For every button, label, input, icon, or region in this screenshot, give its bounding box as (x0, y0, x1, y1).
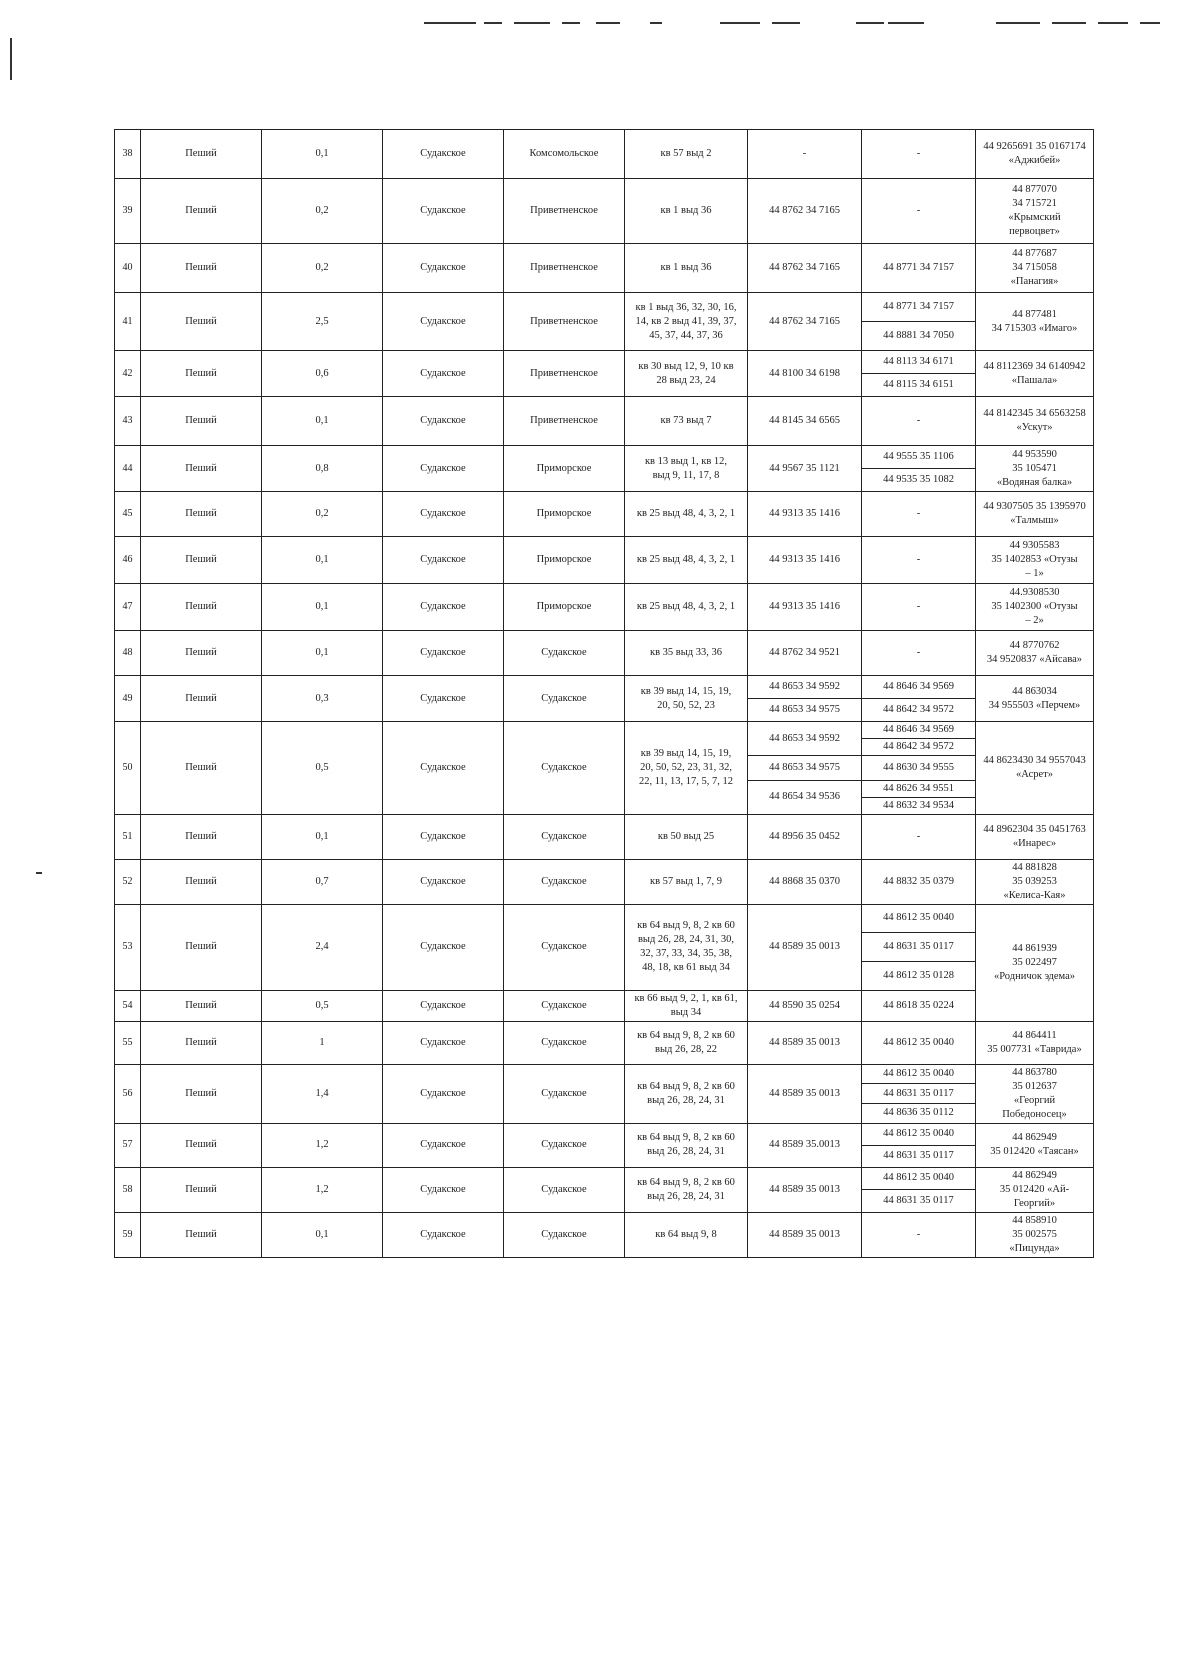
table-row (115, 492, 1094, 537)
object-coordinates: 44 8623430 34 9557043 «Асрет» (976, 722, 1094, 815)
object-coordinates: 44 8770762 34 9520837 «Айсава» (976, 631, 1094, 676)
route-type: Пеший (141, 351, 262, 397)
object-coordinates: 44 877070 34 715721 «Крымский первоцвет» (976, 179, 1094, 244)
end-coordinates: 44 8642 34 9572 (862, 739, 976, 756)
settlement-forestry: Приветненское (504, 244, 625, 293)
end-coordinates: 44 8771 34 7157 (862, 244, 976, 293)
settlement-forestry: Судакское (504, 859, 625, 904)
start-coordinates: 44 8100 34 6198 (748, 351, 862, 397)
route-length: 0,1 (262, 130, 383, 179)
route-length: 0,2 (262, 244, 383, 293)
table-row (115, 990, 1094, 1021)
settlement-forestry: Приветненское (504, 179, 625, 244)
object-coordinates: 44.9308530 35 1402300 «Отузы – 2» (976, 584, 1094, 631)
settlement-forestry: Судакское (504, 1064, 625, 1123)
object-coordinates: 44 9307505 35 1395970 «Талмыш» (976, 492, 1094, 537)
table-row (115, 1212, 1094, 1257)
scan-dash (1098, 22, 1128, 24)
quarter-allotment: кв 66 выд 9, 2, 1, кв 61, выд 34 (625, 990, 748, 1021)
scan-dash (484, 22, 502, 24)
forestry-district: Судакское (383, 537, 504, 584)
route-type: Пеший (141, 537, 262, 584)
quarter-allotment: кв 1 выд 36 (625, 179, 748, 244)
end-coordinates: - (862, 537, 976, 584)
start-coordinates: 44 9313 35 1416 (748, 584, 862, 631)
object-coordinates: 44 8142345 34 6563258 «Ускут» (976, 397, 1094, 446)
object-coordinates: 44 8962304 35 0451763 «Инарес» (976, 814, 1094, 859)
start-coordinates: 44 8653 34 9575 (748, 699, 862, 722)
table-row (115, 397, 1094, 446)
table-row (115, 1021, 1094, 1064)
start-coordinates: 44 8590 35 0254 (748, 990, 862, 1021)
settlement-forestry: Судакское (504, 631, 625, 676)
end-coordinates: 44 8646 34 9569 (862, 676, 976, 699)
settlement-forestry: Судакское (504, 1123, 625, 1167)
end-coordinates: 44 8632 34 9534 (862, 797, 976, 814)
table-row (115, 293, 1094, 322)
table-row (115, 722, 1094, 739)
settlement-forestry: Комсомольское (504, 130, 625, 179)
forestry-district: Судакское (383, 814, 504, 859)
end-coordinates: 44 8881 34 7050 (862, 322, 976, 351)
object-coordinates: 44 858910 35 002575 «Пицунда» (976, 1212, 1094, 1257)
route-type: Пеший (141, 990, 262, 1021)
quarter-allotment: кв 64 выд 9, 8, 2 кв 60 выд 26, 28, 24, 31 (625, 1123, 748, 1167)
scan-dash (514, 22, 550, 24)
start-coordinates: 44 8956 35 0452 (748, 814, 862, 859)
settlement-forestry: Приморское (504, 584, 625, 631)
start-coordinates: 44 8762 34 9521 (748, 631, 862, 676)
forestry-district: Судакское (383, 244, 504, 293)
scan-dash (424, 22, 476, 24)
start-coordinates: 44 8653 34 9575 (748, 756, 862, 781)
row-number: 52 (115, 859, 141, 904)
end-coordinates: - (862, 631, 976, 676)
end-coordinates: 44 8642 34 9572 (862, 699, 976, 722)
settlement-forestry: Приветненское (504, 397, 625, 446)
forestry-district: Судакское (383, 1021, 504, 1064)
route-type: Пеший (141, 814, 262, 859)
quarter-allotment: кв 57 выд 2 (625, 130, 748, 179)
row-number: 38 (115, 130, 141, 179)
end-coordinates: - (862, 584, 976, 631)
route-type: Пеший (141, 179, 262, 244)
route-length: 1 (262, 1021, 383, 1064)
row-number: 54 (115, 990, 141, 1021)
route-type: Пеший (141, 1167, 262, 1212)
quarter-allotment: кв 39 выд 14, 15, 19, 20, 50, 52, 23, 31, 32, 22, 11, 13, 17, 5, 7, 12 (625, 722, 748, 815)
quarter-allotment: кв 64 выд 9, 8 (625, 1212, 748, 1257)
route-type: Пеший (141, 584, 262, 631)
forestry-district: Судакское (383, 446, 504, 492)
row-number: 41 (115, 293, 141, 351)
row-number: 50 (115, 722, 141, 815)
row-number: 46 (115, 537, 141, 584)
table-row (115, 1064, 1094, 1084)
row-number: 59 (115, 1212, 141, 1257)
start-coordinates: 44 8762 34 7165 (748, 293, 862, 351)
object-coordinates: 44 877481 34 715303 «Имаго» (976, 293, 1094, 351)
table-body (115, 130, 1094, 1258)
route-type: Пеший (141, 859, 262, 904)
start-coordinates: 44 8589 35.0013 (748, 1123, 862, 1167)
end-coordinates: 44 8636 35 0112 (862, 1103, 976, 1123)
row-number: 48 (115, 631, 141, 676)
end-coordinates: 44 8612 35 0040 (862, 904, 976, 933)
forestry-district: Судакское (383, 1123, 504, 1167)
forestry-district: Судакское (383, 1167, 504, 1212)
scan-artifacts (0, 0, 1200, 80)
start-coordinates: 44 8589 35 0013 (748, 1212, 862, 1257)
start-coordinates: 44 8653 34 9592 (748, 722, 862, 756)
quarter-allotment: кв 39 выд 14, 15, 19, 20, 50, 52, 23 (625, 676, 748, 722)
row-number: 45 (115, 492, 141, 537)
end-coordinates: 44 8115 34 6151 (862, 374, 976, 397)
row-number: 40 (115, 244, 141, 293)
scan-dash (888, 22, 924, 24)
end-coordinates: 44 8631 35 0117 (862, 1084, 976, 1104)
table-row (115, 537, 1094, 584)
quarter-allotment: кв 30 выд 12, 9, 10 кв 28 выд 23, 24 (625, 351, 748, 397)
end-coordinates: 44 9535 35 1082 (862, 469, 976, 492)
end-coordinates: - (862, 130, 976, 179)
row-number: 49 (115, 676, 141, 722)
end-coordinates: 44 8113 34 6171 (862, 351, 976, 374)
quarter-allotment: кв 64 выд 9, 8, 2 кв 60 выд 26, 28, 24, 31 (625, 1167, 748, 1212)
end-coordinates: 44 8832 35 0379 (862, 859, 976, 904)
end-coordinates: 44 8612 35 0040 (862, 1123, 976, 1145)
settlement-forestry: Приморское (504, 492, 625, 537)
object-coordinates: 44 863034 34 955503 «Перчем» (976, 676, 1094, 722)
end-coordinates: - (862, 397, 976, 446)
settlement-forestry: Судакское (504, 814, 625, 859)
row-number: 56 (115, 1064, 141, 1123)
route-type: Пеший (141, 1064, 262, 1123)
quarter-allotment: кв 25 выд 48, 4, 3, 2, 1 (625, 584, 748, 631)
quarter-allotment: кв 25 выд 48, 4, 3, 2, 1 (625, 492, 748, 537)
start-coordinates: 44 8653 34 9592 (748, 676, 862, 699)
object-coordinates: 44 8112369 34 6140942 «Пашала» (976, 351, 1094, 397)
route-length: 0,3 (262, 676, 383, 722)
settlement-forestry: Судакское (504, 1021, 625, 1064)
quarter-allotment: кв 25 выд 48, 4, 3, 2, 1 (625, 537, 748, 584)
end-coordinates: 44 8612 35 0040 (862, 1167, 976, 1190)
row-number: 51 (115, 814, 141, 859)
route-length: 0,8 (262, 446, 383, 492)
route-type: Пеший (141, 446, 262, 492)
end-coordinates: 44 8646 34 9569 (862, 722, 976, 739)
start-coordinates: 44 8589 35 0013 (748, 1064, 862, 1123)
start-coordinates: 44 8762 34 7165 (748, 179, 862, 244)
route-length: 0,1 (262, 397, 383, 446)
forestry-district: Судакское (383, 1212, 504, 1257)
forestry-district: Судакское (383, 990, 504, 1021)
start-coordinates: 44 9567 35 1121 (748, 446, 862, 492)
row-number: 47 (115, 584, 141, 631)
scan-dash (856, 22, 884, 24)
forestry-district: Судакское (383, 904, 504, 990)
forestry-district: Судакское (383, 351, 504, 397)
settlement-forestry: Судакское (504, 990, 625, 1021)
end-coordinates: - (862, 814, 976, 859)
settlement-forestry: Судакское (504, 1167, 625, 1212)
table-row (115, 904, 1094, 933)
settlement-forestry: Судакское (504, 722, 625, 815)
forestry-district: Судакское (383, 293, 504, 351)
object-coordinates: 44 9305583 35 1402853 «Отузы – 1» (976, 537, 1094, 584)
table-row (115, 130, 1094, 179)
scan-dash (720, 22, 760, 24)
object-coordinates: 44 877687 34 715058 «Панагия» (976, 244, 1094, 293)
route-type: Пеший (141, 492, 262, 537)
object-coordinates: 44 881828 35 039253 «Келиса-Кая» (976, 859, 1094, 904)
scan-dash (1140, 22, 1160, 24)
end-coordinates: 44 8631 35 0117 (862, 1190, 976, 1213)
settlement-forestry: Судакское (504, 904, 625, 990)
end-coordinates: 44 8630 34 9555 (862, 756, 976, 781)
scan-dash (596, 22, 620, 24)
quarter-allotment: кв 64 выд 9, 8, 2 кв 60 выд 26, 28, 24, 31, 30, 32, 37, 33, 34, 35, 38, 48, 18, кв 61 выд 34 (625, 904, 748, 990)
start-coordinates: 44 9313 35 1416 (748, 537, 862, 584)
quarter-allotment: кв 13 выд 1, кв 12, выд 9, 11, 17, 8 (625, 446, 748, 492)
route-type: Пеший (141, 130, 262, 179)
forestry-district: Судакское (383, 397, 504, 446)
start-coordinates: - (748, 130, 862, 179)
quarter-allotment: кв 50 выд 25 (625, 814, 748, 859)
object-coordinates: 44 863780 35 012637 «Георгий Победоносец» (976, 1064, 1094, 1123)
scan-dash (1052, 22, 1086, 24)
end-coordinates: 44 8612 35 0040 (862, 1064, 976, 1084)
scan-dash (996, 22, 1040, 24)
settlement-forestry: Приморское (504, 446, 625, 492)
route-length: 1,2 (262, 1167, 383, 1212)
table-row (115, 1123, 1094, 1145)
settlement-forestry: Судакское (504, 676, 625, 722)
start-coordinates: 44 9313 35 1416 (748, 492, 862, 537)
quarter-allotment: кв 73 выд 7 (625, 397, 748, 446)
route-length: 0,2 (262, 179, 383, 244)
route-length: 0,2 (262, 492, 383, 537)
route-type: Пеший (141, 293, 262, 351)
route-length: 2,5 (262, 293, 383, 351)
settlement-forestry: Приморское (504, 537, 625, 584)
end-coordinates: 44 9555 35 1106 (862, 446, 976, 469)
route-length: 1,2 (262, 1123, 383, 1167)
route-type: Пеший (141, 1021, 262, 1064)
row-number: 39 (115, 179, 141, 244)
settlement-forestry: Приветненское (504, 351, 625, 397)
quarter-allotment: кв 1 выд 36 (625, 244, 748, 293)
table-row (115, 351, 1094, 374)
row-number: 55 (115, 1021, 141, 1064)
table-row (115, 584, 1094, 631)
route-type: Пеший (141, 397, 262, 446)
object-coordinates: 44 862949 35 012420 «Таясан» (976, 1123, 1094, 1167)
route-length: 0,5 (262, 722, 383, 815)
forestry-district: Судакское (383, 631, 504, 676)
end-coordinates: 44 8631 35 0117 (862, 1145, 976, 1167)
end-coordinates: - (862, 179, 976, 244)
scan-dash (562, 22, 580, 24)
object-coordinates: 44 862949 35 012420 «Ай- Георгий» (976, 1167, 1094, 1212)
scan-dash (650, 22, 662, 24)
table-row (115, 179, 1094, 244)
quarter-allotment: кв 57 выд 1, 7, 9 (625, 859, 748, 904)
end-coordinates: 44 8626 34 9551 (862, 780, 976, 797)
route-type: Пеший (141, 722, 262, 815)
quarter-allotment: кв 64 выд 9, 8, 2 кв 60 выд 26, 28, 22 (625, 1021, 748, 1064)
forestry-district: Судакское (383, 492, 504, 537)
route-type: Пеший (141, 1123, 262, 1167)
table-row (115, 446, 1094, 469)
routes-table (114, 129, 1094, 1258)
forestry-district: Судакское (383, 722, 504, 815)
settlement-forestry: Приветненское (504, 293, 625, 351)
route-length: 0,5 (262, 990, 383, 1021)
route-length: 0,7 (262, 859, 383, 904)
route-length: 2,4 (262, 904, 383, 990)
route-length: 0,1 (262, 1212, 383, 1257)
settlement-forestry: Судакское (504, 1212, 625, 1257)
end-coordinates: 44 8771 34 7157 (862, 293, 976, 322)
row-number: 43 (115, 397, 141, 446)
forestry-district: Судакское (383, 179, 504, 244)
object-coordinates: 44 861939 35 022497 «Родничок эдема» (976, 904, 1094, 1021)
object-coordinates: 44 953590 35 105471 «Водяная балка» (976, 446, 1094, 492)
scan-margin-line (10, 38, 12, 80)
row-number: 57 (115, 1123, 141, 1167)
row-number: 44 (115, 446, 141, 492)
quarter-allotment: кв 1 выд 36, 32, 30, 16, 14, кв 2 выд 41, 39, 37, 45, 37, 44, 37, 36 (625, 293, 748, 351)
route-type: Пеший (141, 904, 262, 990)
route-length: 0,6 (262, 351, 383, 397)
route-type: Пеший (141, 631, 262, 676)
route-type: Пеший (141, 1212, 262, 1257)
object-coordinates: 44 864411 35 007731 «Таврида» (976, 1021, 1094, 1064)
start-coordinates: 44 8145 34 6565 (748, 397, 862, 446)
route-length: 0,1 (262, 584, 383, 631)
start-coordinates: 44 8868 35 0370 (748, 859, 862, 904)
route-type: Пеший (141, 244, 262, 293)
object-coordinates: 44 9265691 35 0167174 «Аджибей» (976, 130, 1094, 179)
row-number: 53 (115, 904, 141, 990)
table-row (115, 676, 1094, 699)
route-length: 1,4 (262, 1064, 383, 1123)
end-coordinates: - (862, 1212, 976, 1257)
forestry-district: Судакское (383, 676, 504, 722)
forestry-district: Судакское (383, 1064, 504, 1123)
end-coordinates: 44 8612 35 0128 (862, 961, 976, 990)
route-type: Пеший (141, 676, 262, 722)
route-length: 0,1 (262, 537, 383, 584)
start-coordinates: 44 8589 35 0013 (748, 1167, 862, 1212)
quarter-allotment: кв 64 выд 9, 8, 2 кв 60 выд 26, 28, 24, 31 (625, 1064, 748, 1123)
start-coordinates: 44 8589 35 0013 (748, 904, 862, 990)
scan-mark (36, 872, 42, 874)
start-coordinates: 44 8762 34 7165 (748, 244, 862, 293)
table-row (115, 1167, 1094, 1190)
forestry-district: Судакское (383, 859, 504, 904)
table-row (115, 244, 1094, 293)
end-coordinates: 44 8631 35 0117 (862, 933, 976, 962)
table-row (115, 631, 1094, 676)
forestry-district: Судакское (383, 130, 504, 179)
end-coordinates: 44 8612 35 0040 (862, 1021, 976, 1064)
table-row (115, 859, 1094, 904)
scan-dash (772, 22, 800, 24)
start-coordinates: 44 8654 34 9536 (748, 780, 862, 814)
table-row (115, 814, 1094, 859)
end-coordinates: 44 8618 35 0224 (862, 990, 976, 1021)
row-number: 42 (115, 351, 141, 397)
row-number: 58 (115, 1167, 141, 1212)
start-coordinates: 44 8589 35 0013 (748, 1021, 862, 1064)
route-length: 0,1 (262, 814, 383, 859)
quarter-allotment: кв 35 выд 33, 36 (625, 631, 748, 676)
route-length: 0,1 (262, 631, 383, 676)
end-coordinates: - (862, 492, 976, 537)
forestry-district: Судакское (383, 584, 504, 631)
